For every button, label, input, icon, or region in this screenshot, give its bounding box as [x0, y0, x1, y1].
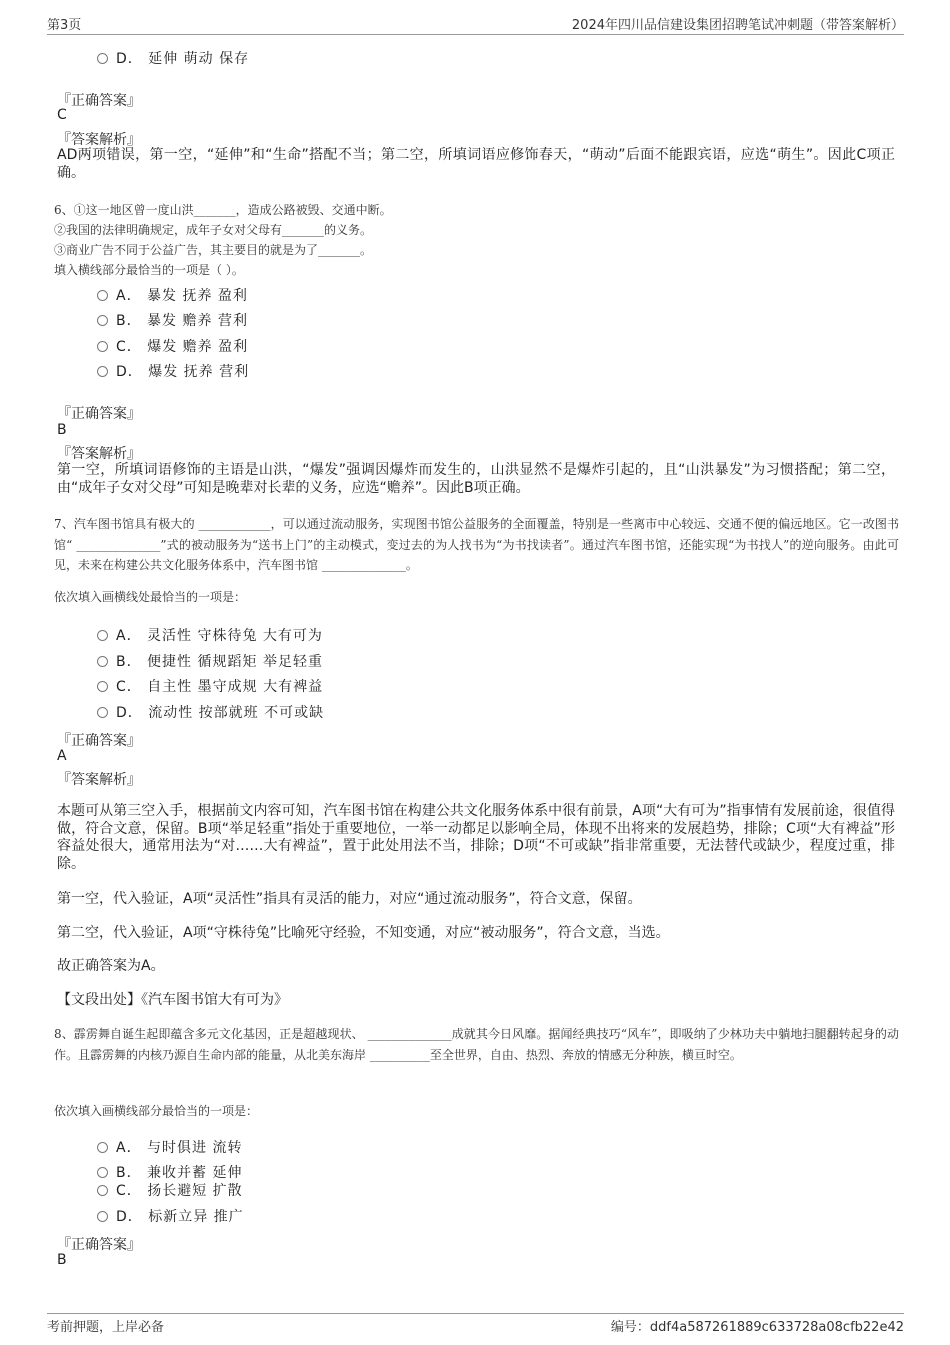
- q7-correct-answer: A: [57, 748, 67, 764]
- q6-line2: ②我国的法律明确规定，成年子女对父母有_______的义务。: [54, 223, 373, 237]
- q8-option-a[interactable]: A． 与时俱进 流转: [97, 1137, 242, 1157]
- q5-analysis-label: 『答案解析』: [57, 132, 141, 148]
- q7-correct-label: 『正确答案』: [57, 733, 141, 749]
- radio-icon[interactable]: [97, 1185, 108, 1196]
- q6-option-d[interactable]: D． 爆发 抚养 营利: [97, 361, 249, 381]
- q8-option-c[interactable]: C． 扬长避短 扩散: [97, 1180, 243, 1200]
- q6-option-b[interactable]: B． 暴发 赡养 营利: [97, 310, 248, 330]
- q8-correct-label: 『正确答案』: [57, 1237, 141, 1253]
- q5-analysis: AD两项错误，第一空，“延伸”和“生命”搭配不当；第二空，所填词语应修饰春天，“萌动”后面不能跟宾语，应选“萌生”。因此C项正确。: [57, 147, 895, 181]
- q8-correct-answer: B: [57, 1252, 67, 1268]
- q7-analysis-p2: 第一空，代入验证，A项“灵活性”指具有灵活的能力，对应“通过流动服务”，符合文意，保留。: [57, 891, 642, 907]
- footer-slogan: 考前押题，上岸必备: [47, 1320, 165, 1335]
- q7-stem: 7、汽车图书馆具有极大的 ____________，可以通过流动服务，实现图书馆公益服务的全面覆盖，特别是一些离市中心较远、交通不便的偏远地区。它一改图书馆“ ______________”式的被动服务为“送书上门”的主动模式，变过去的为人找书为“为书找读者”。通过汽车图书馆，还能实现“为书找人”的逆向服务。由此可见，未来在构建公共文化服务体系中，汽车图书馆 ______________。: [54, 517, 899, 572]
- q7-option-b[interactable]: B． 便捷性 循规蹈矩 举足轻重: [97, 651, 323, 671]
- radio-icon[interactable]: [97, 341, 108, 352]
- radio-icon[interactable]: [97, 630, 108, 641]
- q6-line4: 填入横线部分最恰当的一项是（ ）。: [54, 263, 244, 277]
- q6-line3: ③商业广告不同于公益广告，其主要目的就是为了_______。: [54, 243, 373, 257]
- q7-analysis-p4: 故正确答案为A。: [57, 958, 165, 974]
- radio-icon[interactable]: [97, 53, 108, 64]
- radio-icon[interactable]: [97, 707, 108, 718]
- radio-icon[interactable]: [97, 366, 108, 377]
- page-footer: [47, 1313, 904, 1342]
- q5-correct-answer: C: [57, 107, 67, 123]
- q6-correct-label: 『正确答案』: [57, 406, 141, 422]
- radio-icon[interactable]: [97, 290, 108, 301]
- q7-analysis-label: 『答案解析』: [57, 772, 141, 788]
- q8-option-b[interactable]: B． 兼收并蓄 延伸: [97, 1162, 243, 1182]
- q7-analysis-p3: 第二空，代入验证，A项“守株待兔”比喻死守经验，不知变通，对应“被动服务”，符合文意，当选。: [57, 925, 670, 941]
- q7-prompt: 依次填入画横线处最恰当的一项是：: [54, 590, 247, 604]
- radio-icon[interactable]: [97, 1211, 108, 1222]
- q7-option-c[interactable]: C． 自主性 墨守成规 大有裨益: [97, 676, 323, 696]
- q7-option-a[interactable]: A． 灵活性 守株待兔 大有可为: [97, 625, 323, 645]
- radio-icon[interactable]: [97, 1142, 108, 1153]
- q5-option-d[interactable]: D． 延伸 萌动 保存: [97, 48, 249, 68]
- radio-icon[interactable]: [97, 1167, 108, 1178]
- q8-stem: 8、霹雳舞自诞生起即蕴含多元文化基因，正是超越现状、 ______________成就其今日风靡。据闻经典技巧“风车”，即吸纳了少林功夫中躺地扫腿翻转起身的动作。且霹雳舞的内核乃源自生命内部的能量，从北美东海岸 __________至全世界，自由、热烈、奔放的情感无分种族，横亘时空。: [54, 1027, 899, 1062]
- document-id: 编号：ddf4a587261889c633728a08cfb22e42: [610, 1320, 904, 1335]
- q7-analysis-p1: 本题可从第三空入手，根据前文内容可知，汽车图书馆在构建公共文化服务体系中很有前景，A项“大有可为”指事情有发展前途，很值得做，符合文意，保留。B项“举足轻重”指处于重要地位，一举一动都足以影响全局，体现不出将来的发展趋势，排除；C项“大有裨益”形容益处很大，通常用法为“对……大有裨益”，置于此处用法不当，排除；D项“不可或缺”指非常重要，无法替代或缺少，程度过重，排除。: [57, 803, 895, 872]
- q6-analysis-label: 『答案解析』: [57, 446, 141, 462]
- document-title: 2024年四川品信建设集团招聘笔试冲刺题（带答案解析）: [571, 18, 904, 33]
- q6-option-a[interactable]: A． 暴发 抚养 盈利: [97, 285, 248, 305]
- radio-icon[interactable]: [97, 315, 108, 326]
- radio-icon[interactable]: [97, 681, 108, 692]
- q8-option-d[interactable]: D． 标新立异 推广: [97, 1206, 244, 1226]
- q7-option-d[interactable]: D． 流动性 按部就班 不可或缺: [97, 702, 324, 722]
- q7-source: 【文段出处】《汽车图书馆大有可为》: [57, 992, 288, 1008]
- q6-analysis: 第一空，所填词语修饰的主语是山洪，“爆发”强调因爆炸而发生的，山洪显然不是爆炸引起的，且“山洪暴发”为习惯搭配；第二空，由“成年子女对父母”可知是晚辈对长辈的义务，应选“赡养”。因此B项正确。: [57, 462, 895, 496]
- q5-correct-label: 『正确答案』: [57, 93, 141, 109]
- q6-option-c[interactable]: C． 爆发 赡养 盈利: [97, 336, 248, 356]
- q8-prompt: 依次填入画横线部分最恰当的一项是：: [54, 1104, 259, 1118]
- q6-stem: [54, 200, 899, 280]
- radio-icon[interactable]: [97, 656, 108, 667]
- page-header: [47, 14, 904, 35]
- page-number: 第3页: [47, 18, 82, 33]
- q6-correct-answer: B: [57, 422, 67, 438]
- q6-line1: 6、①这一地区曾一度山洪_______，造成公路被毁、交通中断。: [54, 203, 392, 217]
